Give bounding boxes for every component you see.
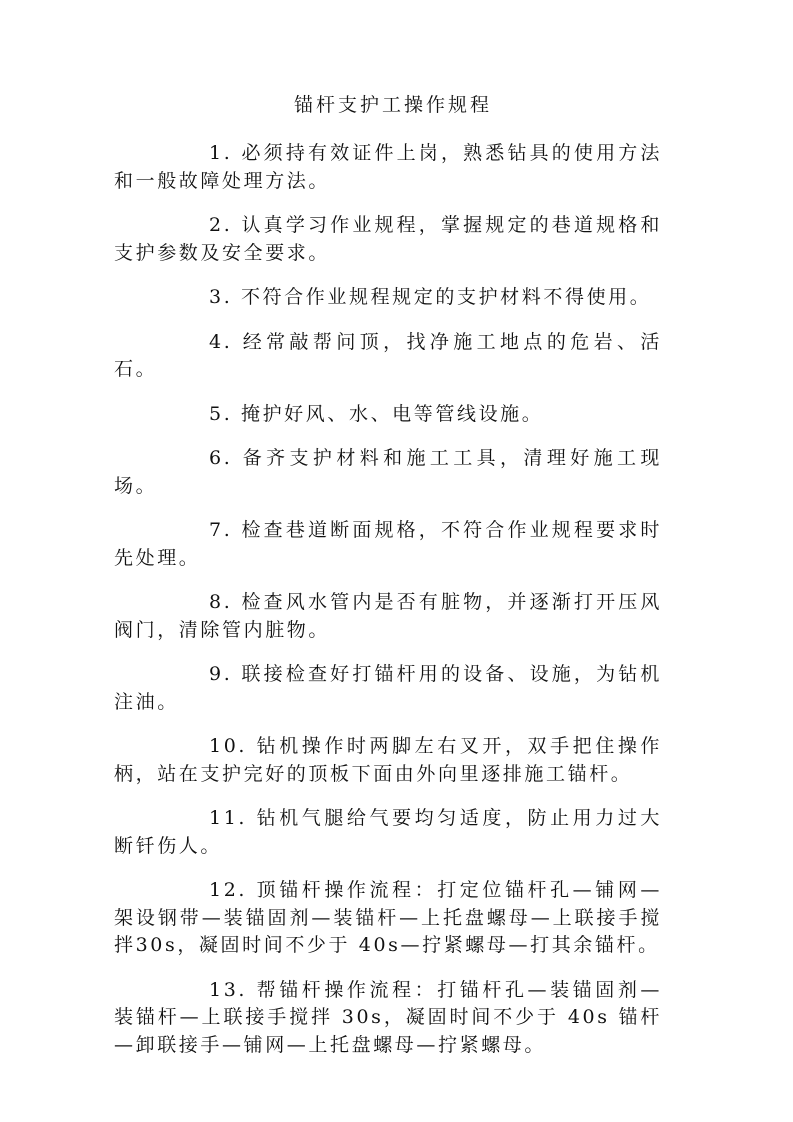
rule-paragraph-1: 1. 必须持有效证件上岗，熟悉钻具的使用方法和一般故障处理方法。 <box>114 142 662 192</box>
rule-paragraph-13: 13. 帮锚杆操作流程：打锚杆孔—装锚固剂—装锚杆—上联接手搅拌 30s，凝固时间不少于 40s 锚杆—卸联接手—铺网—上托盘螺母—拧紧螺母。 <box>114 978 662 1056</box>
document-page <box>114 92 662 1076</box>
rule-paragraph-2: 2. 认真学习作业规程，掌握规定的巷道规格和支护参数及安全要求。 <box>114 214 662 264</box>
rule-paragraph-8: 8. 检查风水管内是否有脏物，并逐渐打开压风阀门，清除管内脏物。 <box>114 591 662 641</box>
rule-paragraph-4: 4. 经常敲帮问顶，找净施工地点的危岩、活石。 <box>114 330 662 380</box>
rule-paragraph-9: 9. 联接检查好打锚杆用的设备、设施，为钻机注油。 <box>114 663 662 713</box>
rule-paragraph-5: 5. 掩护好风、水、电等管线设施。 <box>209 402 544 425</box>
rule-paragraph-12: 12. 顶锚杆操作流程：打定位锚杆孔—铺网—架设钢带—装锚固剂—装锚杆—上托盘螺母—上联接手搅拌30s，凝固时间不少于 40s—拧紧螺母—打其余锚杆。 <box>114 879 662 956</box>
rule-paragraph-7: 7. 检查巷道断面规格，不符合作业规程要求时先处理。 <box>114 519 662 569</box>
document-title: 锚杆支护工操作规程 <box>293 94 492 116</box>
rule-paragraph-11: 11. 钻机气腿给气要均匀适度，防止用力过大断钎伤人。 <box>114 807 662 857</box>
rule-paragraph-10: 10. 钻机操作时两脚左右叉开，双手把住操作柄，站在支护完好的顶板下面由外向里逐排施工锚杆。 <box>114 735 662 785</box>
rule-paragraph-3: 3. 不符合作业规程规定的支护材料不得使用。 <box>209 286 652 308</box>
rule-paragraph-6: 6. 备齐支护材料和施工工具，清理好施工现场。 <box>114 447 662 497</box>
